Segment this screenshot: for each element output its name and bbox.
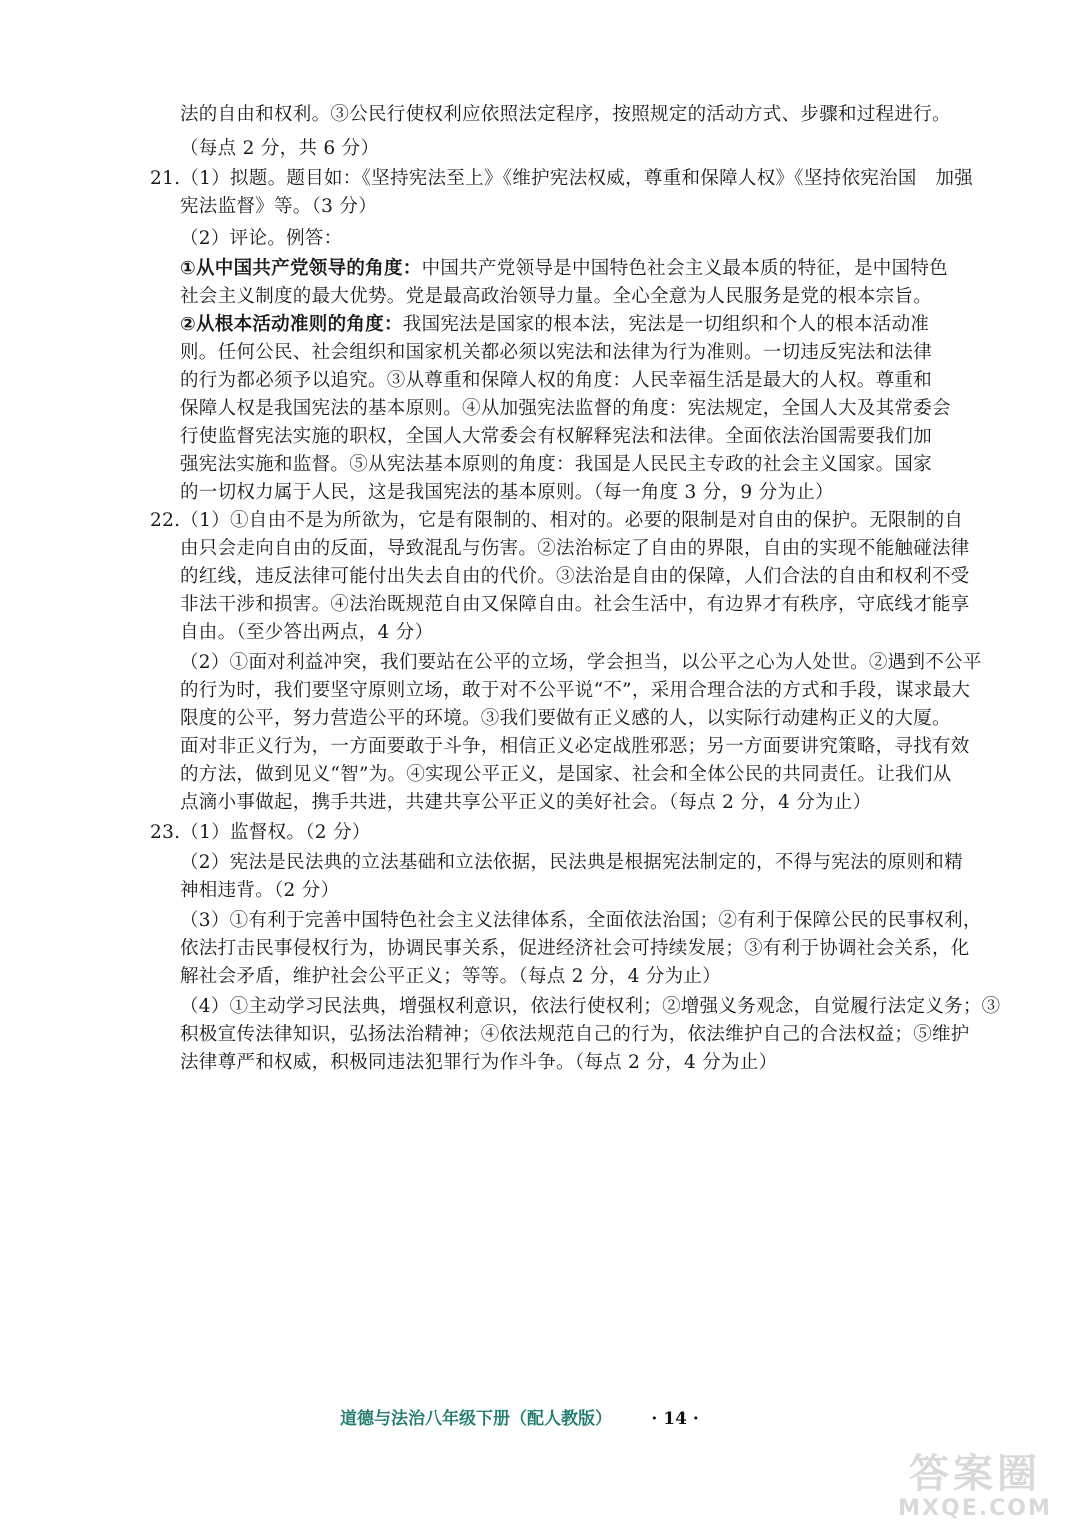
line-text: 社会主义制度的最大优势。党是最高政治领导力量。全心全意为人民服务是党的根本宗旨。	[180, 286, 933, 307]
line-text: 保障人权是我国宪法的基本原则。④从加强宪法监督的角度：宪法规定，全国人大及其常委会	[180, 398, 951, 419]
line-text: 的一切权力属于人民，这是我国宪法的基本原则。（每一角度 3 分，9 分为止）	[180, 482, 834, 503]
text-line: 的方法，做到见义“智”为。④实现公平正义，是国家、社会和全体公民的共同责任。让我们从	[180, 764, 952, 785]
text-line: 神相违背。（2 分）	[180, 880, 340, 901]
text-line: （2）评论。例答：	[180, 228, 343, 249]
watermark-logo	[895, 1452, 1055, 1526]
text-line: （每点 2 分，共 6 分）	[180, 138, 380, 159]
text-line	[180, 284, 932, 310]
text-line: 由只会走向自由的反面，导致混乱与伤害。②法治标定了自由的界限，自由的实现不能触碰法律	[180, 538, 970, 559]
text-line	[180, 480, 834, 506]
line-text: 中国共产党领导是中国特色社会主义最本质的特征，是中国特色	[421, 258, 948, 279]
page-number: · 14 ·	[651, 1409, 699, 1429]
watermark-url: MXQE.COM	[898, 1496, 1052, 1521]
text-line: 23.（1）监督权。（2 分）	[150, 822, 371, 843]
text-line	[180, 368, 932, 394]
text-line: 的红线，违反法律可能付出失去自由的代价。③法治是自由的保障，人们合法的自由和权利不受	[180, 566, 970, 587]
text-line	[180, 424, 932, 450]
text-line: 依法打击民事侵权行为，协调民事关系，促进经济社会可持续发展；③有利于协调社会关系，化	[180, 938, 970, 959]
text-line: 的行为时，我们要坚守原则立场，敢于对不公平说“不”，采用合理合法的方式和手段，谋求最大	[180, 680, 971, 701]
text-line	[180, 396, 951, 422]
text-line: （3）①有利于完善中国特色社会主义法律体系，全面依法治国；②有利于保障公民的民事权利，	[180, 910, 982, 931]
angle-heading: ①从中国共产党领导的角度：	[180, 258, 422, 279]
text-line: （2）①面对利益冲突，我们要站在公平的立场，学会担当，以公平之心为人处世。②遇到不公平	[180, 652, 982, 673]
text-line: （2）宪法是民法典的立法基础和立法依据，民法典是根据宪法制定的，不得与宪法的原则和精	[180, 852, 963, 873]
line-text: 我国宪法是国家的根本法，宪法是一切组织和个人的根本活动准	[402, 314, 930, 335]
text-line	[180, 312, 929, 338]
line-text: 的行为都必须予以追究。③从尊重和保障人权的角度：人民幸福生活是最大的人权。尊重和	[180, 370, 933, 391]
text-line: 自由。（至少答出两点，4 分）	[180, 622, 434, 643]
text-line: 积极宣传法律知识，弘扬法治精神；④依法规范自己的行为，依法维护自己的合法权益；⑤维护	[180, 1024, 970, 1045]
text-line: 法律尊严和权威，积极同违法犯罪行为作斗争。（每点 2 分，4 分为止）	[180, 1052, 778, 1073]
text-line	[180, 340, 932, 366]
text-line: 解社会矛盾，维护社会公平正义；等等。（每点 2 分，4 分为止）	[180, 966, 722, 987]
text-line: （4）①主动学习民法典，增强权利意识，依法行使权利；②增强义务观念，自觉履行法定义务；③	[180, 996, 1001, 1017]
text-line: 面对非正义行为，一方面要敢于斗争，相信正义必定战胜邪恶；另一方面要讲究策略，寻找有效	[180, 736, 970, 757]
text-line: 22.（1）①自由不是为所欲为，它是有限制的、相对的。必要的限制是对自由的保护。无限制的自	[150, 510, 964, 531]
text-line: 21.（1）拟题。题目如：《坚持宪法至上》《维护宪法权威，尊重和保障人权》《坚持依宪治国 加强	[150, 168, 974, 189]
line-text: 强宪法实施和监督。⑤从宪法基本原则的角度：我国是人民民主专政的社会主义国家。国家	[180, 454, 933, 475]
text-line	[180, 452, 932, 478]
text-line: 宪法监督》等。（3 分）	[180, 196, 378, 217]
angle-heading: ②从根本活动准则的角度：	[180, 314, 403, 335]
text-line: 点滴小事做起，携手共进，共建共享公平正义的美好社会。（每点 2 分，4 分为止）	[180, 792, 872, 813]
book-title: 道德与法治八年级下册（配人教版）	[340, 1409, 612, 1429]
text-line: 限度的公平，努力营造公平的环境。③我们要做有正义感的人，以实际行动建构正义的大厦。	[180, 708, 951, 729]
text-line: 非法干涉和损害。④法治既规范自由又保障自由。社会生活中，有边界才有秩序，守底线才能享	[180, 594, 970, 615]
line-text: 则。任何公民、社会组织和国家机关都必须以宪法和法律为行为准则。一切违反宪法和法律	[180, 342, 933, 363]
text-line	[180, 256, 948, 282]
line-text: 行使监督宪法实施的职权，全国人大常委会有权解释宪法和法律。全面依法治国需要我们加	[180, 426, 933, 447]
page-footer	[340, 1404, 699, 1429]
text-line: 法的自由和权利。③公民行使权利应依照法定程序，按照规定的活动方式、步骤和过程进行。	[180, 104, 951, 125]
watermark-text: 答案圈	[909, 1451, 1041, 1497]
